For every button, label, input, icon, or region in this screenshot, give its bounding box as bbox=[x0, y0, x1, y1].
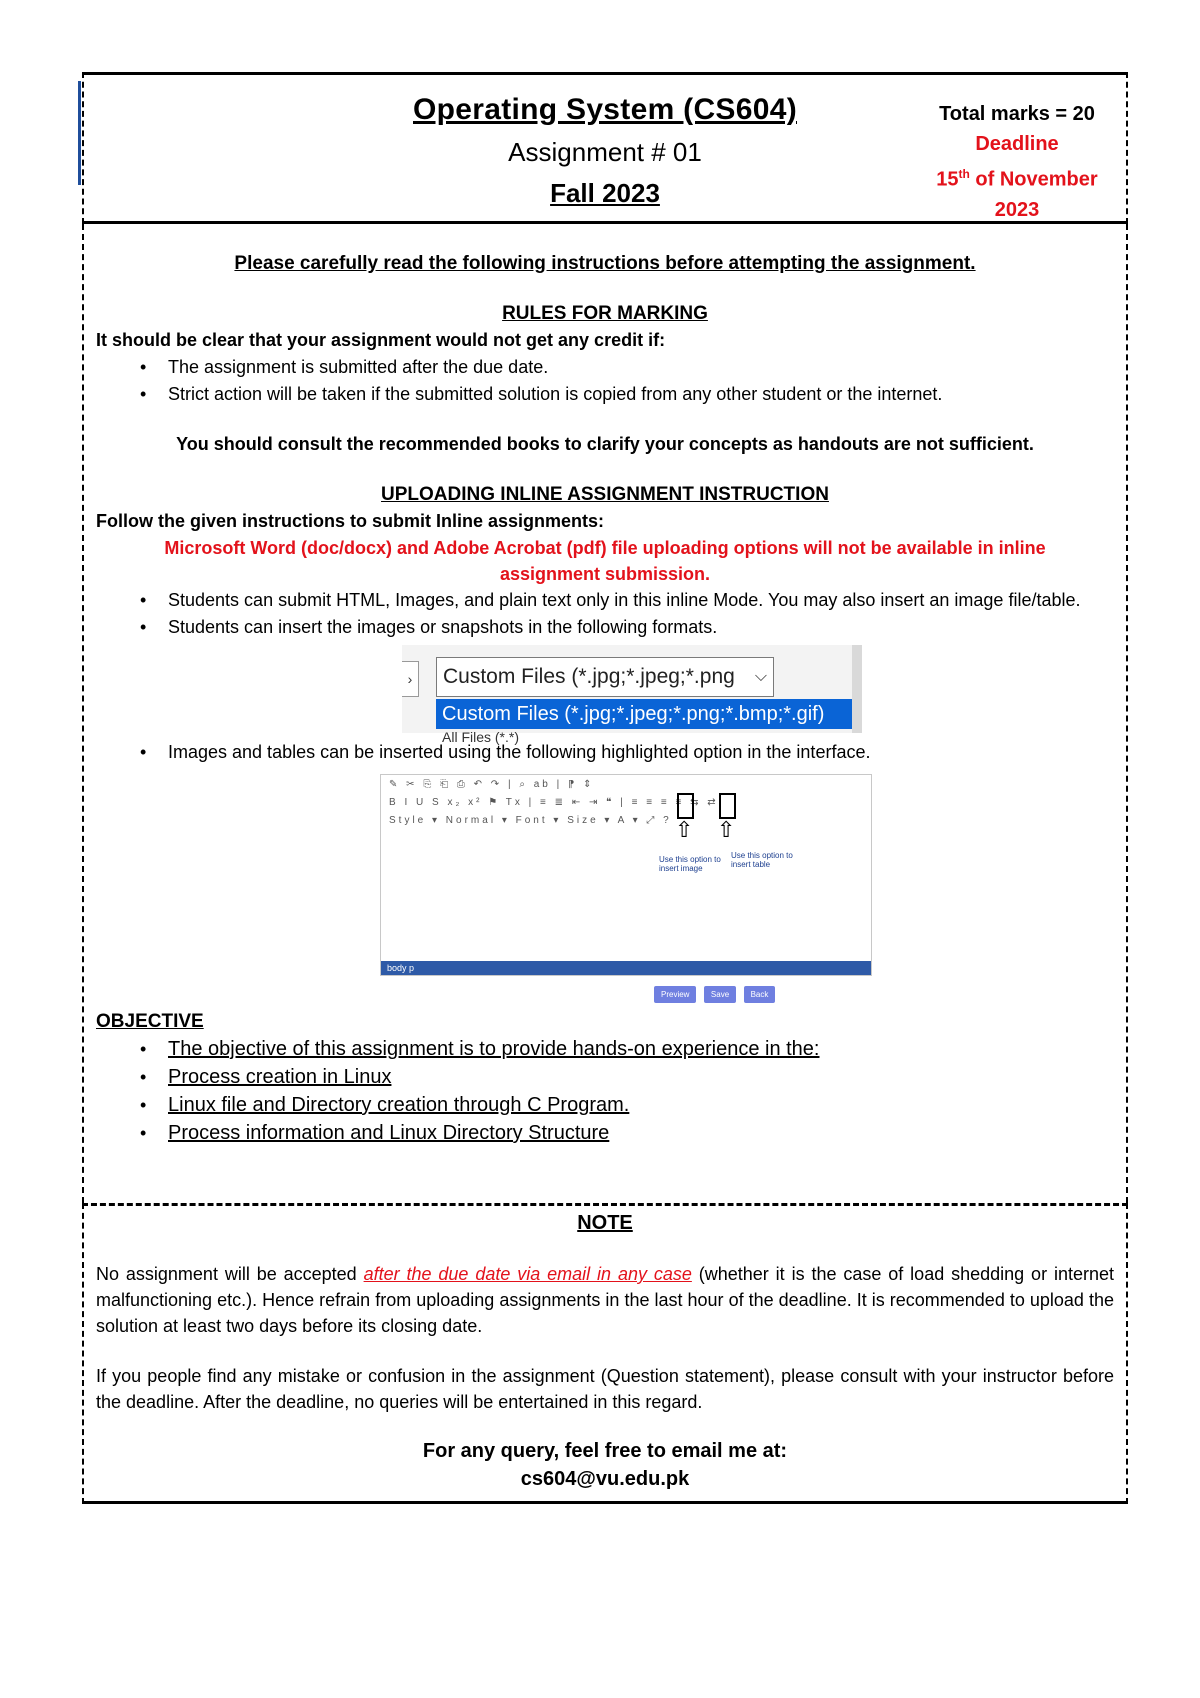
editor-screenshot bbox=[380, 774, 872, 976]
insert-table-highlight bbox=[719, 793, 736, 819]
header-marks-block bbox=[922, 99, 1112, 225]
editor-button-row bbox=[654, 984, 1114, 1002]
margin-marker bbox=[78, 81, 81, 185]
course-title: Operating System (CS604) bbox=[413, 93, 797, 126]
instructions-heading: Please carefully read the following instructions before attempting the assignment. bbox=[234, 253, 976, 274]
editor-toolbar-row-3: Style ▾ Normal ▾ Font ▾ Size ▾ A ▾ ⤢ ? bbox=[389, 815, 672, 826]
bullet-icon: • bbox=[140, 384, 147, 404]
instructions-box bbox=[82, 224, 1128, 1203]
list-item bbox=[96, 1091, 1114, 1119]
editor-status-bar: body p bbox=[381, 961, 871, 975]
objective-heading: OBJECTIVE bbox=[96, 1011, 204, 1032]
upload-list-2 bbox=[96, 739, 1114, 766]
bullet-icon: • bbox=[140, 1039, 147, 1059]
rule-text: Strict action will be taken if the submitted solution is copied from any other student or the internet. bbox=[168, 384, 943, 404]
deadline-sup: th bbox=[958, 167, 970, 181]
rules-intro: It should be clear that your assignment would not get any credit if: bbox=[96, 330, 666, 350]
upload-bullet-text: Images and tables can be inserted using the following highlighted option in the interface. bbox=[168, 742, 871, 762]
deadline-month: of November bbox=[969, 168, 1098, 191]
insert-image-highlight bbox=[677, 793, 694, 819]
editor-toolbar-row-2: B I U S x₂ x² ⚑ Tx | ≡ ≣ ⇤ ⇥ ❝ | ≡ ≡ ≡ ≡ ⇆ ⇄ bbox=[389, 797, 719, 808]
deadline-label: Deadline bbox=[975, 133, 1059, 155]
list-item bbox=[96, 1035, 1114, 1063]
list-item bbox=[96, 354, 1114, 381]
query-line: For any query, feel free to email me at: bbox=[422, 1440, 788, 1462]
assignment-page bbox=[82, 72, 1128, 1504]
file-type-option-all: All Files (*.*) bbox=[442, 729, 520, 745]
objective-text: Process creation in Linux bbox=[168, 1066, 392, 1088]
upload-heading: UPLOADING INLINE ASSIGNMENT INSTRUCTION bbox=[381, 484, 829, 505]
note-text: (whether it is the case of load shedding or internet malfunctioning etc.). Hence refrain from uploading assignments in the last hour of the deadline. It is recommended to upload the solution at least two days before its closing date. bbox=[96, 1264, 1114, 1336]
list-item bbox=[96, 1119, 1114, 1147]
file-type-select-value: Custom Files (*.jpg;*.jpeg;*.png bbox=[443, 665, 735, 688]
bullet-icon: • bbox=[140, 617, 147, 637]
header-box bbox=[82, 72, 1128, 224]
back-button: Back bbox=[744, 986, 776, 1003]
save-button: Save bbox=[704, 986, 736, 1003]
rule-text: The assignment is submitted after the due date. bbox=[168, 357, 549, 377]
rules-list bbox=[96, 354, 1114, 408]
total-marks: Total marks = 20 bbox=[939, 103, 1095, 125]
file-type-select bbox=[436, 657, 774, 697]
objective-text: Process information and Linux Directory Structure bbox=[168, 1122, 610, 1144]
note-heading: NOTE bbox=[577, 1212, 633, 1234]
preview-button: Preview bbox=[654, 986, 696, 1003]
objective-text: The objective of this assignment is to provide hands-on experience in the: bbox=[168, 1038, 820, 1060]
deadline-day: 15 bbox=[936, 168, 959, 191]
arrow-up-icon: ⇧ bbox=[675, 817, 694, 842]
insert-table-caption: Use this option to insert table bbox=[731, 851, 793, 869]
rules-heading: RULES FOR MARKING bbox=[502, 303, 708, 324]
insert-image-caption: Use this option to insert image bbox=[659, 855, 721, 873]
upload-intro: Follow the given instructions to submit Inline assignments: bbox=[96, 511, 605, 531]
upload-list bbox=[96, 587, 1114, 641]
upload-bullet-text: Students can submit HTML, Images, and plain text only in this inline Mode. You may also insert an image file/table. bbox=[168, 590, 1081, 610]
objective-list bbox=[96, 1035, 1114, 1147]
editor-toolbar-row-1: ✎ ✂ ⎘ ⎗ ⎙ ↶ ↷ | ⌕ ab | ⁋ ⇕ bbox=[389, 779, 595, 790]
deadline-date bbox=[922, 159, 1112, 195]
bullet-icon: • bbox=[140, 357, 147, 377]
consult-note: You should consult the recommended books to clarify your concepts as handouts are not sufficient. bbox=[176, 434, 1034, 454]
bullet-icon: • bbox=[140, 1067, 147, 1087]
note-box bbox=[82, 1203, 1128, 1504]
note-text: No assignment will be accepted bbox=[96, 1264, 364, 1284]
bullet-icon: • bbox=[140, 590, 147, 610]
list-item bbox=[96, 381, 1114, 408]
note-emphasis: after the due date via email in any case bbox=[363, 1264, 692, 1284]
scrollbar bbox=[852, 645, 862, 733]
assignment-number: Assignment # 01 bbox=[508, 137, 702, 167]
objective-text: Linux file and Directory creation through C Program. bbox=[168, 1094, 630, 1116]
contact-email[interactable]: cs604@vu.edu.pk bbox=[520, 1468, 690, 1490]
list-item bbox=[96, 1063, 1114, 1091]
term: Fall 2023 bbox=[550, 178, 660, 208]
list-item bbox=[96, 614, 1114, 641]
bullet-icon: • bbox=[140, 1123, 147, 1143]
bullet-icon: • bbox=[140, 1095, 147, 1115]
note-paragraph-1 bbox=[96, 1261, 1114, 1339]
file-type-dropdown-screenshot bbox=[402, 645, 862, 745]
deadline-year: 2023 bbox=[994, 198, 1040, 221]
bullet-icon: • bbox=[140, 742, 147, 762]
upload-bullet-text: Students can insert the images or snapshots in the following formats. bbox=[168, 617, 718, 637]
file-type-option-selected: Custom Files (*.jpg;*.jpeg;*.png;*.bmp;*.gif) bbox=[436, 699, 852, 729]
chevron-down-icon: ⌵ bbox=[754, 668, 767, 685]
chevron-right-icon: › bbox=[402, 661, 419, 697]
list-item bbox=[96, 587, 1114, 614]
arrow-up-icon: ⇧ bbox=[717, 817, 736, 842]
note-paragraph-2: If you people find any mistake or confusion in the assignment (Question statement), please consult with your instructor before the deadline. After the deadline, no queries will be entertained in this regard. bbox=[96, 1366, 1114, 1412]
list-item bbox=[96, 739, 1114, 766]
upload-warning: Microsoft Word (doc/docx) and Adobe Acrobat (pdf) file uploading options will not be available in inline assignment submission. bbox=[164, 538, 1046, 584]
